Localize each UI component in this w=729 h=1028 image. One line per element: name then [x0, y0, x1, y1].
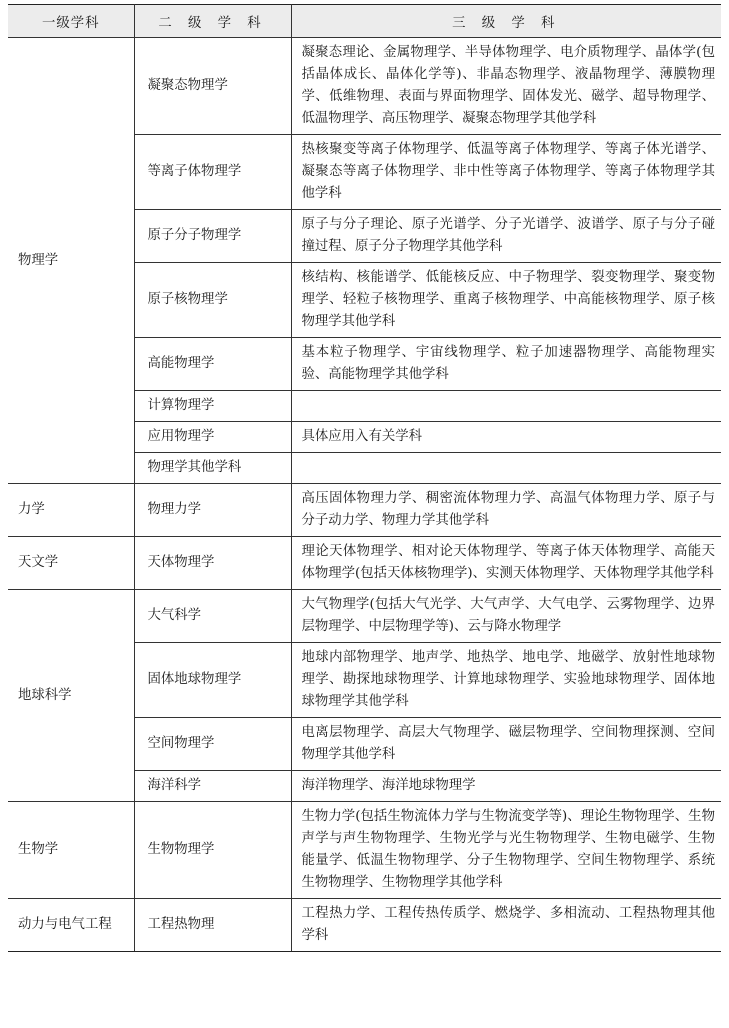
level3-cell: 海洋物理学、海洋地球物理学 — [291, 771, 721, 802]
level3-cell — [291, 453, 721, 484]
table-row — [8, 537, 721, 590]
level2-cell: 高能物理学 — [134, 338, 291, 391]
header-level1: 一级学科 — [8, 5, 134, 38]
level1-cell: 生物学 — [8, 802, 134, 899]
level3-cell: 理论天体物理学、相对论天体物理学、等离子体天体物理学、高能天体物理学(包括天体核物理学)、实测天体物理学、天体物理学其他学科 — [291, 537, 721, 590]
level3-cell: 电离层物理学、高层大气物理学、磁层物理学、空间物理探测、空间物理学其他学科 — [291, 718, 721, 771]
header-level2: 二 级 学 科 — [134, 5, 291, 38]
level2-cell: 计算物理学 — [134, 391, 291, 422]
level3-cell: 地球内部物理学、地声学、地热学、地电学、地磁学、放射性地球物理学、勘探地球物理学、计算地球物理学、实验地球物理学、固体地球物理学其他学科 — [291, 643, 721, 718]
level2-cell: 应用物理学 — [134, 422, 291, 453]
level2-cell: 物理力学 — [134, 484, 291, 537]
level2-cell: 工程热物理 — [134, 899, 291, 952]
level2-cell: 海洋科学 — [134, 771, 291, 802]
level2-cell: 等离子体物理学 — [134, 135, 291, 210]
level3-cell: 大气物理学(包括大气光学、大气声学、大气电学、云雾物理学、边界层物理学、中层物理学等)、云与降水物理学 — [291, 590, 721, 643]
table-row — [8, 899, 721, 952]
level3-cell: 核结构、核能谱学、低能核反应、中子物理学、裂变物理学、聚变物理学、轻粒子核物理学、重离子核物理学、中高能核物理学、原子核物理学其他学科 — [291, 263, 721, 338]
level2-cell: 物理学其他学科 — [134, 453, 291, 484]
level1-cell: 地球科学 — [8, 590, 134, 802]
level2-cell: 原子核物理学 — [134, 263, 291, 338]
level3-cell: 基本粒子物理学、宇宙线物理学、粒子加速器物理学、高能物理实验、高能物理学其他学科 — [291, 338, 721, 391]
discipline-table-container — [8, 4, 721, 952]
discipline-table — [8, 4, 721, 952]
level1-cell: 力学 — [8, 484, 134, 537]
level3-cell: 工程热力学、工程传热传质学、燃烧学、多相流动、工程热物理其他学科 — [291, 899, 721, 952]
header-row — [8, 5, 721, 38]
level2-cell: 天体物理学 — [134, 537, 291, 590]
table-row — [8, 484, 721, 537]
header-level3: 三 级 学 科 — [291, 5, 721, 38]
table-row — [8, 38, 721, 135]
level3-cell: 凝聚态理论、金属物理学、半导体物理学、电介质物理学、晶体学(包括晶体成长、晶体化学等)、非晶态物理学、液晶物理学、薄膜物理学、低维物理、表面与界面物理学、固体发光、磁学、超导物理学、低温物理学、高压物理学、凝聚态物理学其他学科 — [291, 38, 721, 135]
level2-cell: 凝聚态物理学 — [134, 38, 291, 135]
level2-cell: 空间物理学 — [134, 718, 291, 771]
level3-cell: 生物力学(包括生物流体力学与生物流变学等)、理论生物物理学、生物声学与声生物物理学、生物光学与光生物物理学、生物电磁学、生物能量学、低温生物物理学、分子生物物理学、空间生物物理学、系统生物物理学、生物物理学其他学科 — [291, 802, 721, 899]
table-row — [8, 590, 721, 643]
level1-cell: 物理学 — [8, 38, 134, 484]
level3-cell: 热核聚变等离子体物理学、低温等离子体物理学、等离子体光谱学、凝聚态等离子体物理学、非中性等离子体物理学、等离子体物理学其他学科 — [291, 135, 721, 210]
table-row — [8, 802, 721, 899]
level2-cell: 生物物理学 — [134, 802, 291, 899]
level3-cell: 原子与分子理论、原子光谱学、分子光谱学、波谱学、原子与分子碰撞过程、原子分子物理学其他学科 — [291, 210, 721, 263]
level3-cell: 具体应用入有关学科 — [291, 422, 721, 453]
level1-cell: 动力与电气工程 — [8, 899, 134, 952]
level3-cell — [291, 391, 721, 422]
level1-cell: 天文学 — [8, 537, 134, 590]
level2-cell: 原子分子物理学 — [134, 210, 291, 263]
level3-cell: 高压固体物理力学、稠密流体物理力学、高温气体物理力学、原子与分子动力学、物理力学其他学科 — [291, 484, 721, 537]
level2-cell: 固体地球物理学 — [134, 643, 291, 718]
level2-cell: 大气科学 — [134, 590, 291, 643]
